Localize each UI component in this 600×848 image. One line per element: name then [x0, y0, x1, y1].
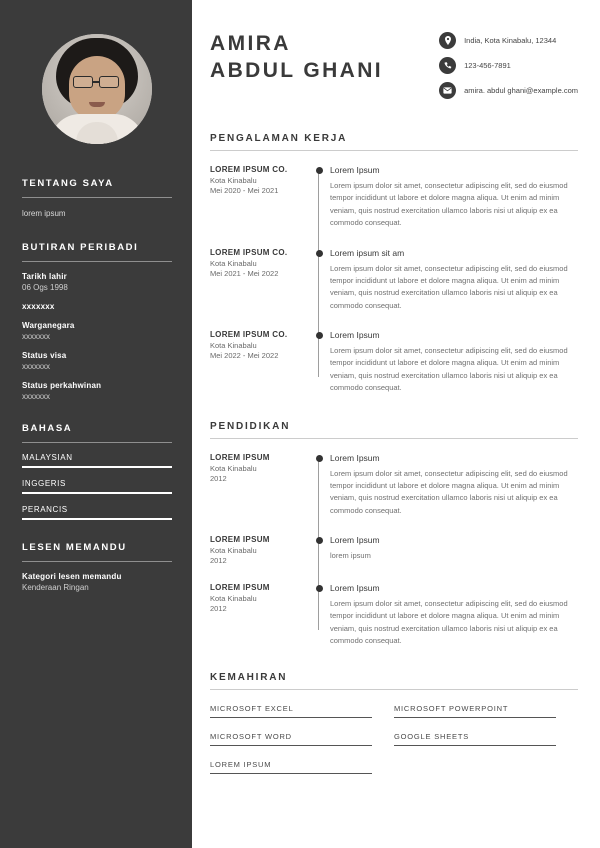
divider: [22, 197, 172, 198]
skill-level-bar: [394, 717, 556, 718]
experience-entry: [210, 330, 578, 395]
detail-value: xxxxxxx: [22, 392, 50, 401]
education-heading: PENDIDIKAN: [210, 420, 291, 432]
entry-location: Kota Kinabalu: [210, 258, 257, 268]
last-name: ABDUL GHANI: [210, 59, 384, 83]
timeline: [314, 330, 330, 395]
entry-organization: LOREM IPSUM CO.: [210, 330, 288, 339]
skills-heading: KEMAHIRAN: [210, 671, 288, 683]
timeline: [314, 453, 330, 518]
entry-meta: [210, 453, 314, 518]
contact-address-text: India, Kota Kinabalu, 12344: [464, 36, 557, 45]
entry-location: Kota Kinabalu: [210, 463, 257, 473]
entry-description: lorem ipsum: [330, 551, 371, 560]
entry-description: Lorem ipsum dolor sit amet, consectetur adipiscing elit, sed do eiusmod tempor incididunt ut labore et dolore magna aliqua. Ut enim ad minim veniam, quis nostrud exercitation ullamco laboris nisi ut aliquip ex ea commodo consequat.: [330, 468, 568, 515]
divider: [22, 442, 172, 443]
entry-dates: 2012: [210, 604, 227, 613]
about-text: lorem ipsum: [22, 209, 66, 218]
timeline: [314, 535, 330, 565]
entry-description: Lorem ipsum dolor sit amet, consectetur adipiscing elit, sed do eiusmod tempor incididunt ut labore et dolore magna aliqua. Ut enim ad minim veniam, quis nostrud exercitation ullamco laboris nisi ut aliquip ex ea commodo consequat.: [330, 599, 568, 646]
about-heading: TENTANG SAYA: [22, 178, 114, 189]
timeline-dot-icon: [316, 455, 323, 462]
skills-grid: [210, 704, 578, 788]
license-heading: LESEN MEMANDU: [22, 542, 127, 553]
first-name: AMIRA: [210, 32, 291, 55]
entry-title: Lorem Ipsum: [330, 583, 380, 593]
detail-value: xxxxxxx: [22, 332, 50, 341]
entry-body: [330, 248, 578, 313]
detail-row: [22, 351, 172, 371]
divider: [210, 689, 578, 690]
main-content: [192, 0, 600, 848]
divider: [210, 150, 578, 151]
entry-organization: LOREM IPSUM: [210, 452, 270, 462]
license-row: [22, 572, 172, 592]
entry-meta: [210, 248, 314, 313]
timeline-dot-icon: [316, 537, 323, 544]
timeline-dot-icon: [316, 250, 323, 257]
education-entry: [210, 535, 578, 565]
experience-entry: [210, 165, 578, 230]
entry-description: Lorem ipsum dolor sit amet, consectetur adipiscing elit, sed do eiusmod tempor incididunt ut labore et dolore magna aliqua. Ut enim ad minim veniam, quis nostrud exercitation ullamco laboris nisi ut aliquip ex ea commodo consequat.: [330, 263, 568, 310]
language-item: [22, 505, 172, 520]
entry-title: Lorem Ipsum: [330, 330, 380, 340]
skill-level-bar: [210, 745, 372, 746]
detail-label: Tarikh lahir: [22, 272, 67, 281]
avatar: [42, 34, 152, 144]
detail-label: Warganegara: [22, 321, 75, 330]
skill-item: [210, 732, 394, 746]
timeline: [314, 165, 330, 230]
experience-entry: [210, 248, 578, 313]
education-entry: [210, 453, 578, 518]
skill-item: [394, 732, 578, 746]
entry-dates: Mei 2021 - Mei 2022: [210, 268, 279, 278]
timeline: [314, 248, 330, 313]
page-title: [210, 30, 383, 85]
entry-meta: [210, 330, 314, 395]
entry-location: Kota Kinabalu: [210, 546, 257, 555]
timeline: [314, 583, 330, 648]
envelope-icon: [439, 82, 456, 99]
entry-meta: [210, 535, 314, 565]
personal-details-heading: BUTIRAN PERIBADI: [22, 242, 139, 253]
experience-section: [210, 133, 578, 395]
timeline-dot-icon: [316, 585, 323, 592]
divider: [22, 561, 172, 562]
skills-section: [210, 672, 578, 788]
entry-title: Lorem Ipsum: [330, 452, 380, 463]
contact-list: [439, 32, 578, 107]
contact-email-text: amira. abdul ghani@example.com: [464, 86, 578, 95]
entry-body: [330, 583, 578, 648]
entry-dates: 2012: [210, 473, 227, 483]
entry-meta: [210, 165, 314, 230]
education-section: [210, 421, 578, 648]
entry-organization: LOREM IPSUM: [210, 535, 270, 544]
skill-label: MICROSOFT POWERPOINT: [394, 703, 509, 713]
entry-organization: LOREM IPSUM: [210, 583, 270, 592]
detail-label: Status visa: [22, 351, 67, 360]
detail-label: xxxxxxx: [22, 302, 55, 311]
skill-label: LOREM IPSUM: [210, 759, 272, 769]
detail-row: [22, 272, 172, 292]
education-entry: [210, 583, 578, 648]
skill-item: [210, 704, 394, 718]
language-item: [22, 453, 172, 468]
entry-body: [330, 453, 578, 518]
entry-organization: LOREM IPSUM CO.: [210, 247, 288, 257]
timeline-dot-icon: [316, 332, 323, 339]
entry-title: Lorem Ipsum: [330, 165, 380, 175]
languages-heading: BAHASA: [22, 423, 73, 434]
entry-title: Lorem ipsum sit am: [330, 247, 405, 258]
entry-dates: 2012: [210, 556, 227, 565]
entry-location: Kota Kinabalu: [210, 341, 257, 350]
sidebar: [0, 0, 192, 848]
contact-item-email: [439, 82, 578, 99]
detail-value: 06 Ogs 1998: [22, 283, 68, 292]
skill-item: [394, 704, 578, 718]
skill-level-bar: [210, 717, 372, 718]
entry-body: [330, 535, 578, 565]
phone-icon: [439, 57, 456, 74]
detail-value: xxxxxxx: [22, 362, 50, 371]
divider: [22, 261, 172, 262]
entry-description: Lorem ipsum dolor sit amet, consectetur adipiscing elit, sed do eiusmod tempor incididunt ut labore et dolore magna aliqua. Ut enim ad minim veniam, quis nostrud exercitation ullamco laboris nisi ut aliquip ex ea commodo consequat.: [330, 346, 568, 393]
language-label: MALAYSIAN: [22, 453, 73, 462]
skill-level-bar: [210, 773, 372, 774]
contact-phone-text: 123-456-7891: [464, 61, 511, 70]
license-label: Kategori lesen memandu: [22, 572, 122, 581]
entry-location: Kota Kinabalu: [210, 594, 257, 603]
entry-dates: Mei 2022 - Mei 2022: [210, 351, 279, 360]
language-level-bar: [22, 466, 172, 468]
detail-row: [22, 381, 172, 401]
detail-row: [22, 302, 172, 311]
skill-level-bar: [394, 745, 556, 746]
languages-section: [22, 423, 172, 520]
contact-item-phone: [439, 57, 578, 74]
timeline-dot-icon: [316, 167, 323, 174]
divider: [210, 438, 578, 439]
location-pin-icon: [439, 32, 456, 49]
personal-details-section: [22, 242, 172, 401]
skill-label: MICROSOFT WORD: [210, 731, 292, 741]
skill-label: GOOGLE SHEETS: [394, 731, 469, 741]
header: [210, 30, 578, 107]
detail-row: [22, 321, 172, 341]
entry-organization: LOREM IPSUM CO.: [210, 165, 288, 174]
skill-label: MICROSOFT EXCEL: [210, 703, 294, 713]
language-label: INGGERIS: [22, 479, 66, 488]
language-item: [22, 479, 172, 494]
contact-item-address: [439, 32, 578, 49]
entry-description: Lorem ipsum dolor sit amet, consectetur adipiscing elit, sed do eiusmod tempor incididunt ut labore et dolore magna aliqua. Ut enim ad minim veniam, quis nostrud exercitation ullamco laboris nisi ut aliquip ex ea commodo consequat.: [330, 181, 568, 228]
language-level-bar: [22, 518, 172, 520]
entry-title: Lorem Ipsum: [330, 535, 380, 545]
entry-dates: Mei 2020 - Mei 2021: [210, 186, 279, 195]
language-level-bar: [22, 492, 172, 494]
entry-body: [330, 330, 578, 395]
license-value: Kenderaan Ringan: [22, 583, 89, 592]
entry-body: [330, 165, 578, 230]
entry-location: Kota Kinabalu: [210, 176, 257, 185]
entry-meta: [210, 583, 314, 648]
experience-heading: PENGALAMAN KERJA: [210, 133, 348, 144]
skill-item: [210, 760, 394, 774]
detail-label: Status perkahwinan: [22, 381, 102, 390]
about-section: [22, 178, 172, 220]
license-section: [22, 542, 172, 592]
language-label: PERANCIS: [22, 505, 68, 514]
